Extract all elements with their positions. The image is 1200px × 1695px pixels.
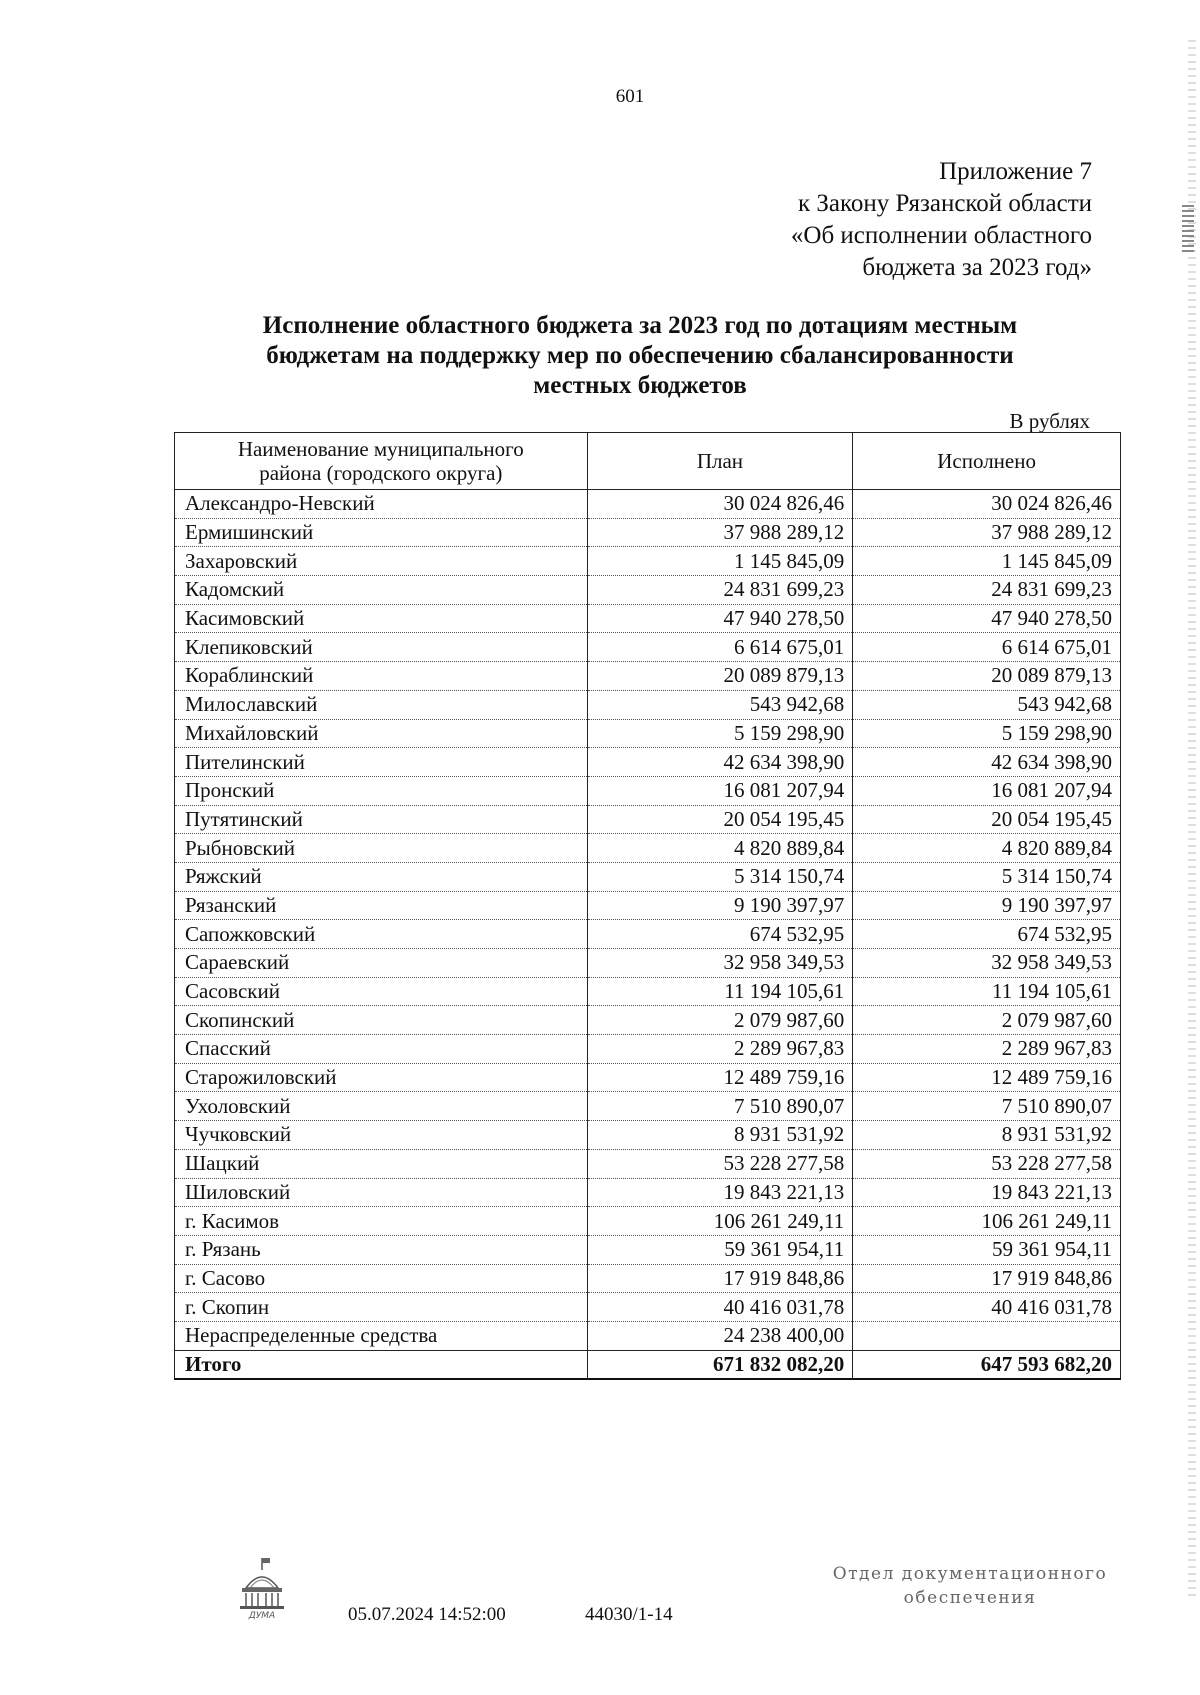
appendix-heading <box>791 156 1092 284</box>
cell-executed: 1 145 845,09 <box>853 547 1121 576</box>
department-stamp-line-2: обеспечения <box>903 1588 1037 1608</box>
cell-executed: 59 361 954,11 <box>853 1235 1121 1264</box>
cell-plan: 16 081 207,94 <box>587 776 853 805</box>
cell-executed: 53 228 277,58 <box>853 1149 1121 1178</box>
cell-plan: 20 089 879,13 <box>587 662 853 691</box>
table-row <box>175 834 1121 863</box>
table-row <box>175 662 1121 691</box>
cell-executed: 37 988 289,12 <box>853 518 1121 547</box>
cell-executed: 32 958 349,53 <box>853 949 1121 978</box>
duma-logo-icon <box>236 1556 288 1622</box>
cell-name: Александро-Невский <box>175 490 588 519</box>
cell-name: Шацкий <box>175 1149 588 1178</box>
cell-plan: 59 361 954,11 <box>587 1235 853 1264</box>
appendix-line-2: к Закону Рязанской области <box>798 190 1092 217</box>
cell-name: Сапожковский <box>175 920 588 949</box>
table-row <box>175 1121 1121 1150</box>
table-row <box>175 1063 1121 1092</box>
cell-executed: 12 489 759,16 <box>853 1063 1121 1092</box>
cell-executed: 543 942,68 <box>853 690 1121 719</box>
table-row <box>175 776 1121 805</box>
table-row <box>175 719 1121 748</box>
cell-plan: 543 942,68 <box>587 690 853 719</box>
cell-plan: 32 958 349,53 <box>587 949 853 978</box>
cell-name: Сасовский <box>175 977 588 1006</box>
cell-plan: 40 416 031,78 <box>587 1293 853 1322</box>
cell-name: Ермишинский <box>175 518 588 547</box>
cell-name: Спасский <box>175 1035 588 1064</box>
page-number: 601 <box>615 86 645 107</box>
cell-name: Захаровский <box>175 547 588 576</box>
cell-executed: 647 593 682,20 <box>853 1350 1121 1379</box>
footer-reg-number: 44030/1-14 <box>585 1604 673 1625</box>
title-line-1: Исполнение областного бюджета за 2023 год по дотациям местным <box>262 312 1018 339</box>
cell-executed: 11 194 105,61 <box>853 977 1121 1006</box>
cell-plan: 5 314 150,74 <box>587 862 853 891</box>
cell-executed: 24 831 699,23 <box>853 576 1121 605</box>
cell-plan: 11 194 105,61 <box>587 977 853 1006</box>
cell-plan: 47 940 278,50 <box>587 604 853 633</box>
cell-plan: 106 261 249,11 <box>587 1207 853 1236</box>
cell-plan: 7 510 890,07 <box>587 1092 853 1121</box>
cell-plan: 4 820 889,84 <box>587 834 853 863</box>
cell-plan: 20 054 195,45 <box>587 805 853 834</box>
table-row <box>175 891 1121 920</box>
cell-plan: 30 024 826,46 <box>587 490 853 519</box>
table-row <box>175 1207 1121 1236</box>
total-row <box>175 1350 1121 1379</box>
header-name <box>175 433 588 490</box>
cell-name: Путятинский <box>175 805 588 834</box>
cell-name: Пителинский <box>175 748 588 777</box>
cell-executed: 42 634 398,90 <box>853 748 1121 777</box>
cell-name: г. Сасово <box>175 1264 588 1293</box>
table-row <box>175 547 1121 576</box>
cell-plan: 9 190 397,97 <box>587 891 853 920</box>
cell-name: Чучковский <box>175 1121 588 1150</box>
cell-plan: 2 289 967,83 <box>587 1035 853 1064</box>
table-row <box>175 633 1121 662</box>
cell-executed: 8 931 531,92 <box>853 1121 1121 1150</box>
appendix-line-4: бюджета за 2023 год» <box>862 254 1092 281</box>
header-executed: Исполнено <box>853 433 1121 490</box>
cell-executed: 20 089 879,13 <box>853 662 1121 691</box>
cell-executed: 2 079 987,60 <box>853 1006 1121 1035</box>
table-row <box>175 805 1121 834</box>
table-row <box>175 490 1121 519</box>
document-title <box>175 311 1105 401</box>
cell-executed: 20 054 195,45 <box>853 805 1121 834</box>
footer-date: 05.07.2024 14:52:00 <box>348 1604 506 1625</box>
cell-plan: 19 843 221,13 <box>587 1178 853 1207</box>
cell-name: Старожиловский <box>175 1063 588 1092</box>
title-line-3: местных бюджетов <box>533 372 747 399</box>
table-row <box>175 604 1121 633</box>
scan-bars-artifact <box>1182 205 1194 325</box>
logo-text: ДУМА <box>248 1611 276 1621</box>
appendix-line-1: Приложение 7 <box>939 158 1092 185</box>
cell-name: Ряжский <box>175 862 588 891</box>
cell-executed: 106 261 249,11 <box>853 1207 1121 1236</box>
header-name-line-1: Наименование муниципального <box>237 437 524 461</box>
cell-executed: 40 416 031,78 <box>853 1293 1121 1322</box>
unallocated-row <box>175 1321 1121 1350</box>
cell-plan: 6 614 675,01 <box>587 633 853 662</box>
cell-plan: 24 831 699,23 <box>587 576 853 605</box>
cell-name: Нераспределенные средства <box>175 1321 588 1350</box>
cell-plan: 5 159 298,90 <box>587 719 853 748</box>
cell-name: Милославский <box>175 690 588 719</box>
department-stamp-line-1: Отдел документационного <box>832 1564 1108 1584</box>
units-label: В рублях <box>1009 409 1090 433</box>
cell-executed: 2 289 967,83 <box>853 1035 1121 1064</box>
table-row <box>175 862 1121 891</box>
cell-plan: 42 634 398,90 <box>587 748 853 777</box>
table-row <box>175 748 1121 777</box>
table-row <box>175 576 1121 605</box>
cell-plan: 1 145 845,09 <box>587 547 853 576</box>
cell-executed <box>853 1321 1121 1350</box>
header-plan: План <box>587 433 853 490</box>
cell-plan: 24 238 400,00 <box>587 1321 853 1350</box>
cell-name: г. Скопин <box>175 1293 588 1322</box>
table-row <box>175 977 1121 1006</box>
budget-table <box>174 432 1121 1380</box>
cell-executed: 16 081 207,94 <box>853 776 1121 805</box>
cell-plan: 674 532,95 <box>587 920 853 949</box>
cell-name: Рыбновский <box>175 834 588 863</box>
cell-plan: 37 988 289,12 <box>587 518 853 547</box>
cell-name: г. Рязань <box>175 1235 588 1264</box>
department-stamp <box>820 1562 1120 1610</box>
cell-name: Кораблинский <box>175 662 588 691</box>
cell-name: Михайловский <box>175 719 588 748</box>
table-row <box>175 1006 1121 1035</box>
cell-name: Шиловский <box>175 1178 588 1207</box>
table-row <box>175 1092 1121 1121</box>
cell-name: Клепиковский <box>175 633 588 662</box>
title-line-2: бюджетам на поддержку мер по обеспечению сбалансированности <box>266 342 1014 369</box>
cell-name: Рязанский <box>175 891 588 920</box>
header-name-line-2: района (городского округа) <box>259 461 503 485</box>
cell-plan: 17 919 848,86 <box>587 1264 853 1293</box>
appendix-line-3: «Об исполнении областного <box>790 222 1092 249</box>
table-row <box>175 690 1121 719</box>
table-row <box>175 1235 1121 1264</box>
cell-plan: 2 079 987,60 <box>587 1006 853 1035</box>
table-row <box>175 1035 1121 1064</box>
cell-name: Ухоловский <box>175 1092 588 1121</box>
table-row <box>175 1264 1121 1293</box>
cell-executed: 17 919 848,86 <box>853 1264 1121 1293</box>
cell-name: Кадомский <box>175 576 588 605</box>
table-row <box>175 1149 1121 1178</box>
table-row <box>175 949 1121 978</box>
cell-executed: 30 024 826,46 <box>853 490 1121 519</box>
cell-name: Скопинский <box>175 1006 588 1035</box>
cell-plan: 53 228 277,58 <box>587 1149 853 1178</box>
cell-plan: 12 489 759,16 <box>587 1063 853 1092</box>
cell-executed: 4 820 889,84 <box>853 834 1121 863</box>
cell-executed: 47 940 278,50 <box>853 604 1121 633</box>
cell-name: Итого <box>175 1350 588 1379</box>
cell-name: Касимовский <box>175 604 588 633</box>
cell-name: Сараевский <box>175 949 588 978</box>
table-header-row <box>175 433 1121 490</box>
cell-executed: 9 190 397,97 <box>853 891 1121 920</box>
table-row <box>175 1293 1121 1322</box>
table-row <box>175 920 1121 949</box>
cell-executed: 19 843 221,13 <box>853 1178 1121 1207</box>
cell-executed: 6 614 675,01 <box>853 633 1121 662</box>
cell-executed: 5 159 298,90 <box>853 719 1121 748</box>
cell-executed: 674 532,95 <box>853 920 1121 949</box>
table-body <box>175 490 1121 1380</box>
table-row <box>175 1178 1121 1207</box>
table-row <box>175 518 1121 547</box>
cell-plan: 671 832 082,20 <box>587 1350 853 1379</box>
cell-executed: 7 510 890,07 <box>853 1092 1121 1121</box>
cell-name: Пронский <box>175 776 588 805</box>
cell-plan: 8 931 531,92 <box>587 1121 853 1150</box>
cell-name: г. Касимов <box>175 1207 588 1236</box>
cell-executed: 5 314 150,74 <box>853 862 1121 891</box>
